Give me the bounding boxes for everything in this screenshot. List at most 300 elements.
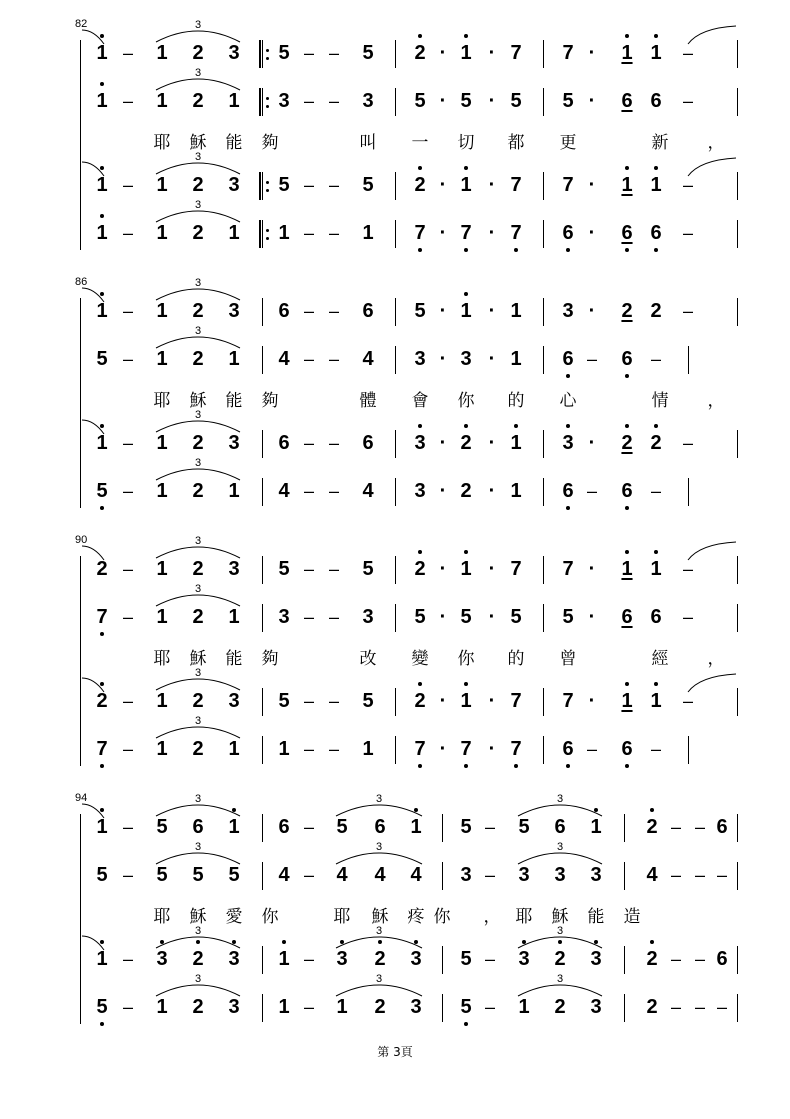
dash: – — [303, 817, 314, 837]
dash: – — [682, 559, 693, 579]
note: 2 — [192, 996, 204, 1018]
triplet-number: 3 — [375, 925, 383, 937]
bar-line — [395, 88, 396, 116]
note: 5 — [510, 90, 522, 112]
dash: – — [303, 691, 314, 711]
triplet-number: 3 — [375, 793, 383, 805]
dash: – — [122, 817, 133, 837]
note: 6 — [557, 734, 579, 764]
note: 5 — [156, 864, 168, 886]
voice-part-2 — [0, 344, 790, 374]
dash: – — [650, 349, 661, 369]
triplet-number: 3 — [194, 457, 202, 469]
note: 2 — [549, 944, 571, 974]
bar-line — [262, 346, 263, 374]
dash: – — [303, 559, 314, 579]
dash: – — [122, 865, 133, 885]
lyric-syllable: 夠 — [261, 133, 279, 153]
dash: – — [694, 865, 705, 885]
bar-line — [262, 736, 263, 764]
note: 2 — [192, 90, 204, 112]
dash: – — [122, 223, 133, 243]
voice-part-1 — [0, 554, 790, 584]
dash: – — [682, 301, 693, 321]
triplet-number: 3 — [556, 841, 564, 853]
note: 1 — [156, 90, 168, 112]
augmentation-dot: · — [439, 90, 447, 112]
note: 1 — [156, 222, 168, 244]
note: 1 — [156, 606, 168, 628]
note: 3 — [460, 348, 472, 370]
note: 2 — [369, 944, 391, 974]
lyric-syllable: 經 — [651, 649, 669, 669]
lyric-syllable: 能 — [225, 133, 243, 153]
dash: – — [303, 301, 314, 321]
note: 3 — [228, 300, 240, 322]
dash: – — [682, 691, 693, 711]
triplet-number: 3 — [194, 325, 202, 337]
note: 3 — [223, 944, 245, 974]
bar-line — [737, 688, 738, 716]
dash: – — [303, 223, 314, 243]
note: 1 — [156, 480, 168, 502]
triplet-number: 3 — [375, 841, 383, 853]
repeat-start-sign — [259, 220, 264, 248]
note: 2 — [460, 480, 472, 502]
lyric-syllable: 耶 — [153, 133, 171, 153]
note: 1 — [455, 554, 477, 584]
note: 2 — [192, 480, 204, 502]
dash: – — [694, 949, 705, 969]
augmentation-dot: · — [588, 432, 596, 454]
note: 2 — [646, 996, 658, 1018]
voice-part-3 — [0, 170, 790, 200]
note: 5 — [414, 90, 426, 112]
triplet-number: 3 — [194, 793, 202, 805]
note: 6 — [362, 300, 374, 322]
note: 1 — [278, 996, 290, 1018]
note: 5 — [510, 606, 522, 628]
voice-part-1 — [0, 812, 790, 842]
dash: – — [682, 223, 693, 243]
lyrics-line — [0, 386, 790, 416]
note: 1 — [228, 606, 240, 628]
note: 3 — [228, 996, 240, 1018]
note: 7 — [409, 734, 431, 764]
lyric-syllable: 耶 — [333, 907, 351, 927]
lyric-syllable: 你 — [457, 391, 475, 411]
lyric-syllable: 新 — [651, 133, 669, 153]
note: 1 — [156, 690, 168, 712]
note: 5 — [414, 300, 426, 322]
note: 1 — [273, 944, 295, 974]
bar-line — [395, 298, 396, 326]
bar-line — [395, 736, 396, 764]
lyric-syllable: 穌 — [551, 907, 569, 927]
dash: – — [650, 481, 661, 501]
augmentation-dot: · — [488, 690, 496, 712]
voice-part-4 — [0, 992, 790, 1022]
augmentation-dot: · — [488, 480, 496, 502]
note: 4 — [278, 348, 290, 370]
dash: – — [303, 43, 314, 63]
note: 3 — [228, 174, 240, 196]
bar-line — [543, 604, 544, 632]
lyric-syllable: 改 — [359, 649, 377, 669]
augmentation-dot: · — [488, 174, 496, 196]
dash: – — [694, 997, 705, 1017]
augmentation-dot: · — [488, 558, 496, 580]
note: 1 — [518, 996, 530, 1018]
note: 4 — [374, 864, 386, 886]
note: 5 — [156, 816, 168, 838]
note: 3 — [518, 864, 530, 886]
augmentation-dot: · — [488, 300, 496, 322]
note: 1 — [91, 170, 113, 200]
repeat-start-sign — [259, 172, 264, 200]
note: 3 — [278, 90, 290, 112]
lyric-syllable: 愛 — [225, 907, 243, 927]
lyric-syllable: 耶 — [153, 649, 171, 669]
repeat-start-sign — [259, 40, 264, 68]
lyric-syllable: 你 — [261, 907, 279, 927]
bar-line — [624, 946, 625, 974]
note: 6 — [650, 90, 662, 112]
note: 6 — [557, 344, 579, 374]
note: 6 — [557, 218, 579, 248]
dash: – — [122, 607, 133, 627]
note: 1 — [91, 944, 113, 974]
augmentation-dot: · — [588, 42, 596, 64]
note: 1 — [616, 554, 638, 584]
triplet-number: 3 — [194, 409, 202, 421]
dash: – — [303, 175, 314, 195]
voice-part-3 — [0, 428, 790, 458]
note: 1 — [156, 432, 168, 454]
lyric-syllable: 曾 — [559, 649, 577, 669]
measure-number: 82 — [75, 18, 88, 30]
note: 1 — [505, 428, 527, 458]
lyric-syllable: 耶 — [515, 907, 533, 927]
bar-line — [395, 40, 396, 68]
dash: – — [682, 607, 693, 627]
note: 2 — [192, 348, 204, 370]
dash: – — [670, 949, 681, 969]
note: 4 — [410, 864, 422, 886]
dash: – — [122, 949, 133, 969]
augmentation-dot: · — [588, 300, 596, 322]
voice-part-2 — [0, 86, 790, 116]
dash: – — [328, 223, 339, 243]
dash: – — [122, 43, 133, 63]
dash: – — [484, 949, 495, 969]
note: 3 — [362, 606, 374, 628]
lyric-syllable: 體 — [359, 391, 377, 411]
bar-line — [395, 556, 396, 584]
note: 1 — [455, 686, 477, 716]
dash: – — [328, 349, 339, 369]
bar-line — [624, 994, 625, 1022]
augmentation-dot: · — [488, 738, 496, 760]
augmentation-dot: · — [588, 222, 596, 244]
note: 3 — [554, 864, 566, 886]
measure-number: 90 — [75, 534, 88, 546]
dash: – — [670, 865, 681, 885]
triplet-number: 3 — [194, 67, 202, 79]
lyric-syllable: 一 — [411, 133, 429, 153]
note: 4 — [362, 348, 374, 370]
bar-line — [543, 40, 544, 68]
lyric-syllable: 會 — [411, 391, 429, 411]
bar-line — [442, 814, 443, 842]
dash: – — [122, 91, 133, 111]
note: 5 — [192, 864, 204, 886]
note: 3 — [331, 944, 353, 974]
augmentation-dot: · — [588, 558, 596, 580]
note: 1 — [228, 480, 240, 502]
bar-line — [262, 688, 263, 716]
note: 5 — [362, 558, 374, 580]
note: 1 — [616, 170, 638, 200]
dash: – — [650, 739, 661, 759]
note: 1 — [156, 996, 168, 1018]
triplet-number: 3 — [194, 973, 202, 985]
dash: – — [303, 997, 314, 1017]
note: 1 — [336, 996, 348, 1018]
dash: – — [586, 739, 597, 759]
dash: – — [303, 481, 314, 501]
bar-line — [543, 298, 544, 326]
bar-line — [543, 430, 544, 458]
note: 6 — [621, 90, 633, 112]
note: 6 — [278, 300, 290, 322]
lyric-syllable: 造 — [623, 907, 641, 927]
triplet-number: 3 — [194, 841, 202, 853]
bar-line — [442, 862, 443, 890]
triplet-number: 3 — [194, 151, 202, 163]
lyric-syllable: 耶 — [153, 907, 171, 927]
note: 5 — [562, 606, 574, 628]
augmentation-dot: · — [439, 558, 447, 580]
note: 3 — [228, 432, 240, 454]
lyric-syllable: ， — [707, 391, 725, 411]
note: 2 — [192, 558, 204, 580]
note: 1 — [91, 428, 113, 458]
note: 6 — [645, 218, 667, 248]
dash: – — [586, 481, 597, 501]
lyric-syllable: 能 — [225, 391, 243, 411]
bar-line — [543, 688, 544, 716]
bar-line — [262, 862, 263, 890]
note: 7 — [510, 690, 522, 712]
note: 3 — [562, 300, 574, 322]
lyric-syllable: 叫 — [359, 133, 377, 153]
note: 1 — [405, 812, 427, 842]
note: 1 — [156, 348, 168, 370]
dash: – — [303, 949, 314, 969]
augmentation-dot: · — [488, 42, 496, 64]
dash: – — [122, 739, 133, 759]
dash: – — [716, 865, 727, 885]
dash: – — [122, 349, 133, 369]
dash: – — [670, 997, 681, 1017]
lyrics-line — [0, 644, 790, 674]
bar-line — [262, 430, 263, 458]
note: 1 — [616, 686, 638, 716]
dash: – — [303, 865, 314, 885]
dash: – — [303, 433, 314, 453]
lyric-syllable: 更 — [559, 133, 577, 153]
bar-line — [442, 946, 443, 974]
note: 2 — [192, 42, 204, 64]
voice-part-1 — [0, 296, 790, 326]
note: 1 — [91, 86, 113, 116]
lyric-syllable: 的 — [507, 391, 525, 411]
triplet-number: 3 — [194, 535, 202, 547]
note: 7 — [562, 174, 574, 196]
note: 4 — [278, 480, 290, 502]
note: 3 — [151, 944, 173, 974]
triplet-number: 3 — [194, 19, 202, 31]
note: 5 — [518, 816, 530, 838]
note: 7 — [409, 218, 431, 248]
note: 1 — [510, 300, 522, 322]
dash: – — [694, 817, 705, 837]
note: 2 — [554, 996, 566, 1018]
note: 6 — [554, 816, 566, 838]
bar-line — [688, 478, 689, 506]
note: 6 — [616, 218, 638, 248]
note: 3 — [278, 606, 290, 628]
bar-line — [624, 862, 625, 890]
augmentation-dot: · — [588, 606, 596, 628]
augmentation-dot: · — [439, 432, 447, 454]
note: 6 — [374, 816, 386, 838]
bar-line — [543, 736, 544, 764]
dash: – — [328, 607, 339, 627]
score-system — [0, 792, 790, 1024]
voice-part-4 — [0, 734, 790, 764]
note: 6 — [716, 948, 728, 970]
note: 3 — [590, 996, 602, 1018]
triplet-number: 3 — [375, 973, 383, 985]
note: 2 — [409, 170, 431, 200]
lyrics-line — [0, 128, 790, 158]
bar-line — [543, 556, 544, 584]
note: 3 — [513, 944, 535, 974]
dash: – — [122, 559, 133, 579]
dash: – — [484, 997, 495, 1017]
bar-line — [543, 478, 544, 506]
note: 1 — [645, 170, 667, 200]
augmentation-dot: · — [439, 222, 447, 244]
dash: – — [303, 91, 314, 111]
bar-line — [737, 604, 738, 632]
dash: – — [328, 739, 339, 759]
lyric-syllable: 的 — [507, 649, 525, 669]
note: 1 — [228, 348, 240, 370]
augmentation-dot: · — [439, 606, 447, 628]
note: 1 — [91, 296, 113, 326]
score-system — [0, 276, 790, 508]
note: 1 — [91, 812, 113, 842]
note: 7 — [562, 690, 574, 712]
augmentation-dot: · — [439, 42, 447, 64]
note: 7 — [91, 602, 113, 632]
dash: – — [122, 481, 133, 501]
bar-line — [262, 298, 263, 326]
augmentation-dot: · — [439, 300, 447, 322]
note: 5 — [455, 992, 477, 1022]
note: 6 — [616, 734, 638, 764]
augmentation-dot: · — [439, 348, 447, 370]
triplet-number: 3 — [194, 925, 202, 937]
dash: – — [328, 175, 339, 195]
lyric-syllable: ， — [707, 133, 725, 153]
note: 1 — [510, 480, 522, 502]
bar-line — [262, 994, 263, 1022]
bar-line — [688, 736, 689, 764]
lyric-syllable: 心 — [559, 391, 577, 411]
lyric-syllable: 穌 — [189, 391, 207, 411]
page-number-label: 第 3頁 — [377, 1045, 413, 1059]
note: 3 — [585, 944, 607, 974]
voice-part-3 — [0, 686, 790, 716]
note: 2 — [192, 222, 204, 244]
bar-line — [395, 688, 396, 716]
voice-part-4 — [0, 476, 790, 506]
dash: – — [682, 91, 693, 111]
note: 5 — [460, 948, 472, 970]
lyric-syllable: 疼 — [407, 907, 425, 927]
lyric-syllable: 穌 — [189, 907, 207, 927]
score-system — [0, 534, 790, 766]
lyrics-line — [0, 902, 790, 932]
bar-line — [395, 478, 396, 506]
note: 2 — [616, 428, 638, 458]
note: 2 — [645, 428, 667, 458]
note: 2 — [455, 428, 477, 458]
dash: – — [328, 691, 339, 711]
note: 7 — [510, 42, 522, 64]
bar-line — [737, 88, 738, 116]
note: 3 — [405, 944, 427, 974]
lyric-syllable: 情 — [651, 391, 669, 411]
note: 5 — [362, 174, 374, 196]
note: 5 — [460, 90, 472, 112]
note: 4 — [646, 864, 658, 886]
note: 5 — [228, 864, 240, 886]
note: 3 — [362, 90, 374, 112]
note: 7 — [510, 174, 522, 196]
note: 6 — [716, 816, 728, 838]
dash: – — [682, 175, 693, 195]
dash: – — [122, 175, 133, 195]
note: 7 — [91, 734, 113, 764]
bar-line — [395, 346, 396, 374]
dash: – — [303, 349, 314, 369]
note: 1 — [91, 218, 113, 248]
voice-part-1 — [0, 38, 790, 68]
dash: – — [328, 91, 339, 111]
note: 2 — [641, 812, 663, 842]
note: 7 — [562, 558, 574, 580]
dash: – — [122, 301, 133, 321]
bar-line — [737, 556, 738, 584]
lyric-syllable: 能 — [225, 649, 243, 669]
bar-line — [543, 88, 544, 116]
note: 2 — [192, 174, 204, 196]
